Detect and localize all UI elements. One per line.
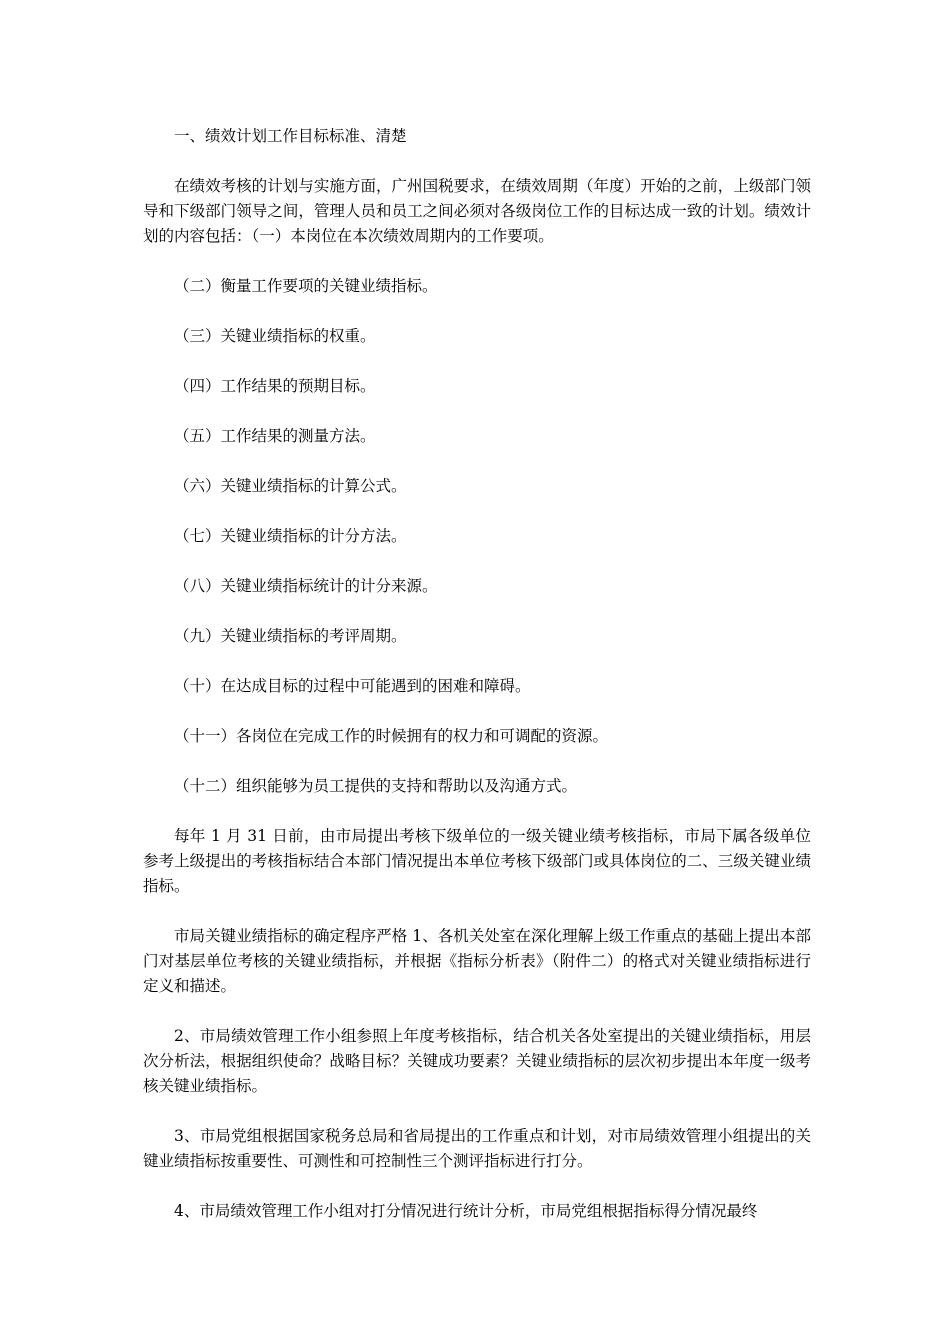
body-paragraph: 每年 1 月 31 日前，由市局提出考核下级单位的一级关键业绩考核指标，市局下属各级单位参考上级提出的考核指标结合本部门情况提出本单位考核下级部门或具体岗位的二、三级关键业绩指标。 bbox=[143, 827, 811, 895]
list-item: （九）关键业绩指标的考评周期。 bbox=[174, 627, 407, 645]
body-paragraph: 在绩效考核的计划与实施方面，广州国税要求，在绩效周期（年度）开始的之前，上级部门领导和下级部门领导之间，管理人员和员工之间必须对各级岗位工作的目标达成一致的计划。绩效计划的内容包括：（一）本岗位在本次绩效周期内的工作要项。 bbox=[143, 177, 811, 245]
list-item: （十一）各岗位在完成工作的时候拥有的权力和可调配的资源。 bbox=[174, 727, 609, 745]
list-item: （三）关键业绩指标的权重。 bbox=[174, 327, 376, 345]
body-paragraph: 2、市局绩效管理工作小组参照上年度考核指标，结合机关各处室提出的关键业绩指标，用层次分析法，根据组织使命？战略目标？关键成功要素？关键业绩指标的层次初步提出本年度一级考核关键业绩指标。 bbox=[143, 1027, 811, 1095]
list-item: （二）衡量工作要项的关键业绩指标。 bbox=[174, 277, 438, 295]
list-item: （七）关键业绩指标的计分方法。 bbox=[174, 527, 407, 545]
body-paragraph: 3、市局党组根据国家税务总局和省局提出的工作重点和计划，对市局绩效管理小组提出的关键业绩指标按重要性、可测性和可控制性三个测评指标进行打分。 bbox=[143, 1127, 811, 1170]
body-paragraph: 市局关键业绩指标的确定程序严格 1、各机关处室在深化理解上级工作重点的基础上提出本部门对基层单位考核的关键业绩指标，并根据《指标分析表》（附件二）的格式对关键业绩指标进行定义和描述。 bbox=[143, 927, 811, 995]
body-paragraph: 4、市局绩效管理工作小组对打分情况进行统计分析，市局党组根据指标得分情况最终 bbox=[174, 1202, 758, 1220]
document-body bbox=[143, 124, 811, 1249]
section-heading: 一、绩效计划工作目标标准、清楚 bbox=[174, 127, 407, 145]
list-item: （八）关键业绩指标统计的计分来源。 bbox=[174, 577, 438, 595]
list-item: （四）工作结果的预期目标。 bbox=[174, 377, 376, 395]
list-item: （五）工作结果的测量方法。 bbox=[174, 427, 376, 445]
list-item: （六）关键业绩指标的计算公式。 bbox=[174, 477, 407, 495]
list-item: （十二）组织能够为员工提供的支持和帮助以及沟通方式。 bbox=[174, 777, 578, 795]
list-item: （十）在达成目标的过程中可能遇到的困难和障碍。 bbox=[174, 677, 531, 695]
